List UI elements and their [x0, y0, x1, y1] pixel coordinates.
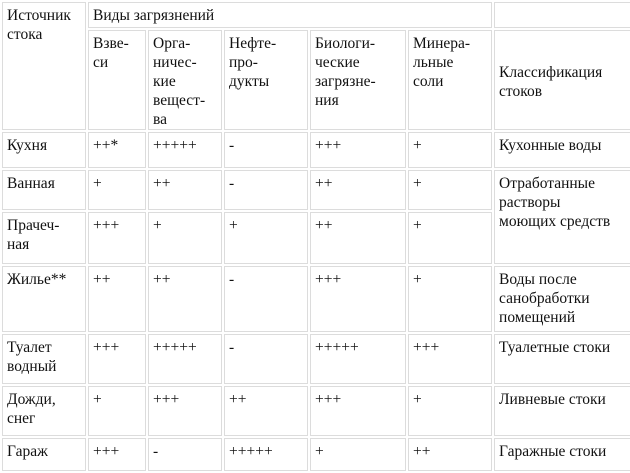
- cell-oil: +: [224, 212, 308, 264]
- header-classification: Классификация стоков: [494, 30, 630, 130]
- row-source: Дожди, снег: [2, 386, 86, 436]
- cell-organic: -: [148, 438, 222, 471]
- cell-suspended: +: [88, 170, 146, 210]
- row-classification: Воды после санобработки помещений: [494, 266, 630, 332]
- row-classification: Кухонные воды: [494, 132, 630, 168]
- table-row: [2, 132, 630, 168]
- cell-suspended: ++: [88, 266, 146, 332]
- cell-biological: +++: [310, 266, 406, 332]
- row-source: Жилье**: [2, 266, 86, 332]
- header-col-suspended: Взве- си: [88, 30, 146, 130]
- header-col-oil: Нефте- про- дукты: [224, 30, 308, 130]
- cell-oil: -: [224, 170, 308, 210]
- cell-biological: ++: [310, 170, 406, 210]
- cell-mineral: +++: [408, 334, 492, 384]
- header-col-biological: Биологи- ческие загрязне- ния: [310, 30, 406, 130]
- header-col-organic: Орга- ничес- кие вещест- ва: [148, 30, 222, 130]
- cell-mineral: +: [408, 170, 492, 210]
- row-source: Туалет водный: [2, 334, 86, 384]
- table-row: [2, 334, 630, 384]
- cell-mineral: +: [408, 266, 492, 332]
- cell-oil: -: [224, 132, 308, 168]
- cell-mineral: +: [408, 132, 492, 168]
- table-row: [2, 266, 630, 332]
- cell-biological: ++: [310, 212, 406, 264]
- cell-suspended: +++: [88, 212, 146, 264]
- row-source: Гараж: [2, 438, 86, 471]
- cell-oil: +++++: [224, 438, 308, 471]
- cell-mineral: +: [408, 386, 492, 436]
- cell-suspended: ++*: [88, 132, 146, 168]
- cell-organic: +++: [148, 386, 222, 436]
- cell-mineral: ++: [408, 438, 492, 471]
- cell-suspended: +: [88, 386, 146, 436]
- row-source: Ванная: [2, 170, 86, 210]
- cell-suspended: +++: [88, 438, 146, 471]
- cell-oil: -: [224, 334, 308, 384]
- cell-organic: +++++: [148, 132, 222, 168]
- header-blank: [494, 2, 630, 28]
- table-row: [2, 170, 630, 210]
- row-classification: Гаражные стоки: [494, 438, 630, 471]
- cell-mineral: +: [408, 212, 492, 264]
- cell-biological: +++: [310, 386, 406, 436]
- table-row: [2, 386, 630, 436]
- cell-organic: +++++: [148, 334, 222, 384]
- cell-biological: +: [310, 438, 406, 471]
- cell-organic: +: [148, 212, 222, 264]
- cell-biological: +++: [310, 132, 406, 168]
- cell-organic: ++: [148, 170, 222, 210]
- table-row: [2, 438, 630, 471]
- header-pollution-types: Виды загрязнений: [88, 2, 492, 28]
- cell-suspended: +++: [88, 334, 146, 384]
- row-classification: Ливневые стоки: [494, 386, 630, 436]
- header-col-mineral: Минера- льные соли: [408, 30, 492, 130]
- cell-oil: ++: [224, 386, 308, 436]
- cell-organic: ++: [148, 266, 222, 332]
- cell-oil: -: [224, 266, 308, 332]
- cell-biological: +++++: [310, 334, 406, 384]
- row-classification: Отработанные растворы моющих средств: [494, 170, 630, 264]
- row-source: Кухня: [2, 132, 86, 168]
- row-source: Прачеч- ная: [2, 212, 86, 264]
- header-source: Источник стока: [2, 2, 86, 130]
- row-classification: Туалетные стоки: [494, 334, 630, 384]
